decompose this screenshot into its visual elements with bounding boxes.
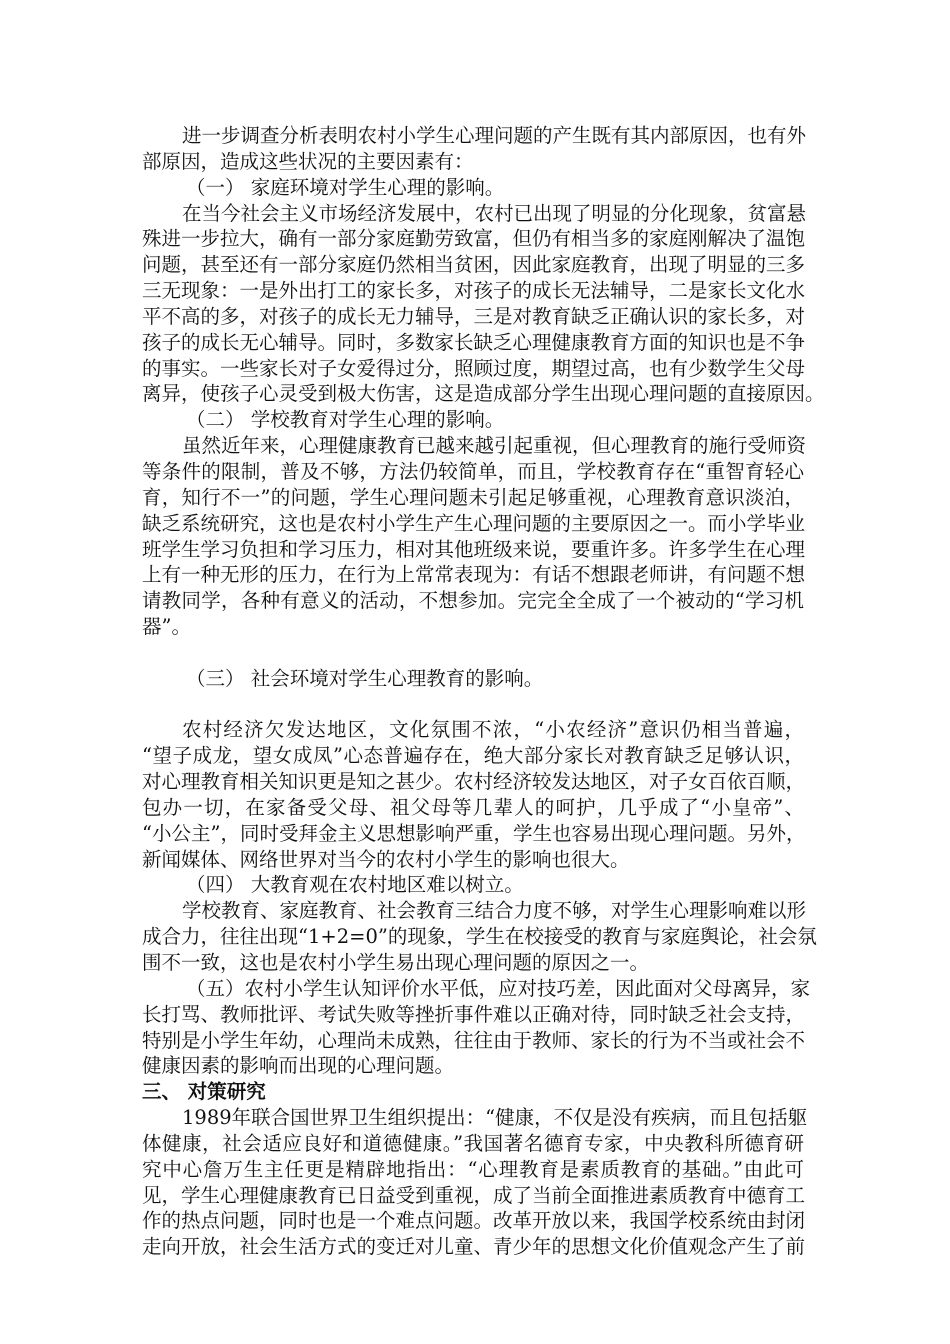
- text-line: “小公主”，同时受拜金主义思想影响严重，学生也容易出现心理问题。另外，: [142, 821, 806, 845]
- text-line: 学校教育、家庭教育、社会教育三结合力度不够，对学生心理影响难以形: [182, 899, 807, 923]
- text-line: 的事实。一些家长对子女爱得过分，照顾过度，期望过高，也有少数学生父母: [142, 356, 806, 380]
- paragraph-education-view: [142, 898, 817, 976]
- subheading-family-environment: （一） 家庭环境对学生心理的影响。: [186, 175, 505, 199]
- blank-line: [142, 692, 804, 718]
- text-line: 走向开放，社会生活方式的变迁对儿童、青少年的思想文化价值观念产生了前: [142, 1235, 806, 1259]
- text-line: “望子成龙，望女成凤”心态普遍存在，绝大部分家长对教育缺乏足够认识，: [142, 744, 804, 768]
- paragraph-intro: [142, 123, 807, 175]
- text-line: 作的热点问题，同时也是一个难点问题。改革开放以来，我国学校系统由封闭: [142, 1209, 806, 1233]
- subheading-school-education: （二） 学校教育对学生心理的影响。: [186, 408, 505, 432]
- text-line: 育，知行不一”的问题，学生心理问题未引起足够重视，心理教育意识淡泊，: [142, 485, 804, 509]
- text-line: 离异，使孩子心灵受到极大伤害，这是造成部分学生出现心理问题的直接原因。: [142, 382, 825, 406]
- subheading-social-environment: （三） 社会环境对学生心理教育的影响。: [186, 666, 544, 690]
- text-line: 见，学生心理健康教育已日益受到重视，成了当前全面推进素质教育中德育工: [142, 1183, 806, 1207]
- section-heading-strategy: 三、 对策研究: [142, 1080, 266, 1104]
- text-line: 请教同学，各种有意义的活动，不想参加。完完全全成了一个被动的“学习机: [142, 589, 804, 613]
- paragraph-society: [142, 717, 804, 872]
- text-line: 成合力，往往出现“1+2=0”的现象，学生在校接受的教育与家庭舆论，社会氛: [142, 925, 817, 949]
- text-line: 包办一切，在家备受父母、祖父母等几辈人的呵护，几乎成了“小皇帝”、: [142, 795, 804, 819]
- document-page: [142, 123, 825, 1260]
- paragraph-cognition: [142, 976, 811, 1079]
- text-line: 缺乏系统研究，这也是农村小学生产生心理问题的主要原因之一。而小学毕业: [142, 511, 806, 535]
- text-line: 进一步调查分析表明农村小学生心理问题的产生既有其内部原因，也有外: [182, 124, 807, 147]
- text-line: 健康因素的影响而出现的心理问题。: [142, 1054, 455, 1078]
- text-line: 部原因，造成这些状况的主要因素有：: [142, 149, 474, 173]
- text-line: 殊进一步拉大，确有一部分家庭勤劳致富，但仍有相当多的家庭刚解决了温饱: [142, 227, 806, 251]
- text-line: 特别是小学生年幼，心理尚未成熟，往往由于教师、家长的行为不当或社会不: [142, 1028, 806, 1052]
- text-line: 平不高的多，对孩子的成长无力辅导，三是对教育缺乏正确认识的家长多，对: [142, 304, 806, 328]
- text-line: 虽然近年来，心理健康教育已越来越引起重视，但心理教育的施行受师资: [182, 434, 807, 458]
- text-line: 等条件的限制，普及不够，方法仍较简单，而且，学校教育存在“重智育轻心: [142, 459, 804, 483]
- text-line: 三无现象：一是外出打工的家长多，对孩子的成长无法辅导，二是家长文化水: [142, 279, 806, 303]
- text-line: 体健康，社会适应良好和道德健康。”我国著名德育专家，中央教科所德育研: [142, 1131, 804, 1155]
- paragraph-strategy: [142, 1105, 808, 1260]
- paragraph-school: [142, 433, 807, 640]
- text-line: 长打骂、教师批评、考试失败等挫折事件难以正确对待，同时缺乏社会支持，: [142, 1002, 806, 1026]
- text-line: （五）农村小学生认知评价水平低，应对技巧差，因此面对父母离异，家: [186, 976, 811, 1000]
- text-line: 孩子的成长无心辅导。同时，多数家长缺乏心理健康教育方面的知识也是不争: [142, 330, 806, 354]
- text-line: 农村经济欠发达地区，文化氛围不浓，“小农经济”意识仍相当普遍，: [182, 718, 804, 742]
- text-line: 1989年联合国世界卫生组织提出：“健康，不仅是没有疾病，而且包括躯: [182, 1106, 808, 1130]
- paragraph-family: [142, 201, 825, 408]
- subheading-education-view: （四） 大教育观在农村地区难以树立。: [186, 873, 524, 897]
- text-line: 究中心詹万生主任更是精辟地指出：“心理教育是素质教育的基础。”由此可: [142, 1157, 804, 1181]
- text-line: 对心理教育相关知识更是知之甚少。农村经济较发达地区，对子女百依百顺，: [142, 770, 806, 794]
- text-line: 新闻媒体、网络世界对当今的农村小学生的影响也很大。: [142, 847, 630, 871]
- blank-line: [142, 640, 804, 666]
- text-line: 上有一种无形的压力，在行为上常常表现为：有话不想跟老师讲，有问题不想: [142, 563, 806, 587]
- text-line: 问题，甚至还有一部分家庭仍然相当贫困，因此家庭教育，出现了明显的三多: [142, 253, 806, 277]
- text-line: 围不一致，这也是农村小学生易出现心理问题的原因之一。: [142, 951, 650, 974]
- text-line: 在当今社会主义市场经济发展中，农村已出现了明显的分化现象，贫富悬: [182, 201, 807, 225]
- text-line: 器”。: [142, 615, 191, 639]
- text-line: 班学生学习负担和学习压力，相对其他班级来说，要重许多。许多学生在心理: [142, 537, 806, 561]
